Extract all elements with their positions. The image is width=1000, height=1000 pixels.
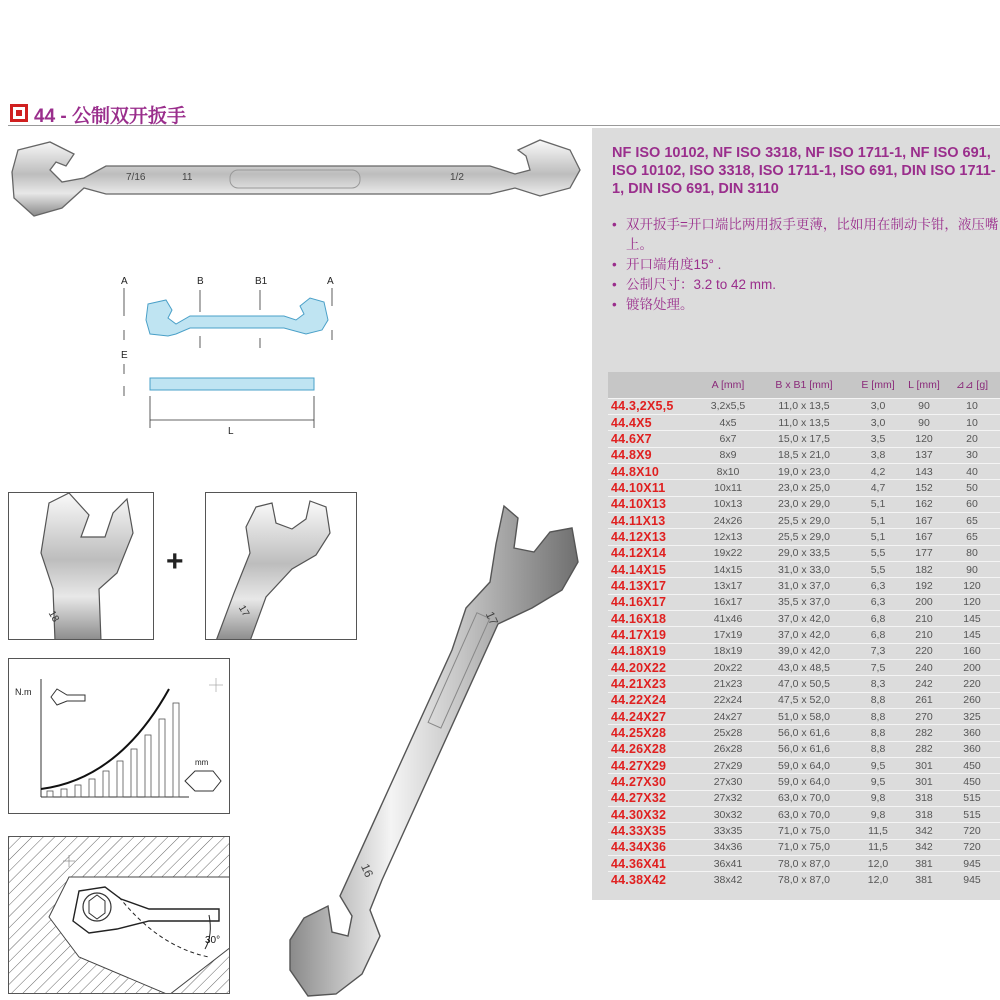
table-row — [608, 676, 1000, 692]
table-cell: 36x41 — [700, 856, 756, 872]
table-cell: 182 — [904, 561, 944, 577]
table-cell: 301 — [904, 774, 944, 790]
table-cell: 21x23 — [700, 676, 756, 692]
table-cell: 20 — [944, 431, 1000, 447]
table-cell: 11,0 x 13,5 — [756, 414, 852, 430]
table-cell: 80 — [944, 545, 1000, 561]
table-cell-ref: 44.10X13 — [608, 496, 700, 512]
table-cell: 515 — [944, 790, 1000, 806]
table-cell: 60 — [944, 496, 1000, 512]
table-cell: 30 — [944, 447, 1000, 463]
table-header-row — [608, 372, 1000, 398]
table-row — [608, 594, 1000, 610]
col-header-e: E [mm] — [861, 378, 895, 391]
table-cell: 38x42 — [700, 872, 756, 888]
table-cell: 29,0 x 33,5 — [756, 545, 852, 561]
table-cell: 4,7 — [852, 480, 904, 496]
table-cell: 9,8 — [852, 807, 904, 823]
table-cell: 25x28 — [700, 725, 756, 741]
table-cell: 120 — [904, 431, 944, 447]
dim-label-a-right: A — [327, 276, 334, 287]
table-cell: 5,5 — [852, 561, 904, 577]
table-cell-ref: 44.26X28 — [608, 741, 700, 757]
table-row — [608, 627, 1000, 643]
table-cell: 14x15 — [700, 561, 756, 577]
dim-label-b: B — [197, 276, 204, 287]
table-cell: 63,0 x 70,0 — [756, 807, 852, 823]
table-cell-ref: 44.10X11 — [608, 480, 700, 496]
table-row — [608, 856, 1000, 872]
title-square-icon — [10, 104, 28, 122]
table-cell-ref: 44.21X23 — [608, 676, 700, 692]
dim-label-b1: B1 — [255, 276, 268, 287]
table-cell: 10 — [944, 414, 1000, 430]
table-cell: 11,5 — [852, 823, 904, 839]
table-row — [608, 823, 1000, 839]
table-cell-ref: 44.14X15 — [608, 561, 700, 577]
table-cell-ref: 44.22X24 — [608, 692, 700, 708]
table-cell-ref: 44.8X10 — [608, 463, 700, 479]
table-cell: 59,0 x 64,0 — [756, 774, 852, 790]
table-cell: 19x22 — [700, 545, 756, 561]
table-cell: 260 — [944, 692, 1000, 708]
table-cell-ref: 44.27X32 — [608, 790, 700, 806]
torque-y-label: N.m — [15, 687, 32, 697]
table-cell: 167 — [904, 512, 944, 528]
table-cell: 6,3 — [852, 578, 904, 594]
table-cell-ref: 44.24X27 — [608, 709, 700, 725]
table-cell: 50 — [944, 480, 1000, 496]
table-row — [608, 463, 1000, 479]
col-header-weight: ⊿⊿ [g] — [955, 378, 989, 391]
table-cell: 450 — [944, 758, 1000, 774]
table-row — [608, 414, 1000, 430]
table-cell: 160 — [944, 643, 1000, 659]
table-cell: 945 — [944, 872, 1000, 888]
table-cell: 10x13 — [700, 496, 756, 512]
table-cell: 12x13 — [700, 529, 756, 545]
table-cell: 90 — [904, 414, 944, 430]
table-cell: 37,0 x 42,0 — [756, 610, 852, 626]
table-cell: 360 — [944, 741, 1000, 757]
table-cell: 59,0 x 64,0 — [756, 758, 852, 774]
table-cell: 3,0 — [852, 398, 904, 414]
table-cell-ref: 44.11X13 — [608, 512, 700, 528]
page-header — [8, 100, 1000, 126]
big-wrench-marking-bottom: 16 — [357, 861, 377, 880]
table-cell: 342 — [904, 839, 944, 855]
table-cell: 8x10 — [700, 463, 756, 479]
table-cell: 71,0 x 75,0 — [756, 839, 852, 855]
table-row — [608, 431, 1000, 447]
table-cell: 10x11 — [700, 480, 756, 496]
dim-label-e: E — [121, 350, 128, 361]
table-row — [608, 561, 1000, 577]
table-cell: 515 — [944, 807, 1000, 823]
table-cell: 720 — [944, 823, 1000, 839]
table-cell-ref: 44.18X19 — [608, 643, 700, 659]
table-cell: 7,5 — [852, 660, 904, 676]
table-cell-ref: 44.6X7 — [608, 431, 700, 447]
feature-item: • 镀铬处理。 — [612, 295, 1000, 315]
table-cell: 8,8 — [852, 741, 904, 757]
table-cell-ref: 44.16X17 — [608, 594, 700, 610]
table-row — [608, 512, 1000, 528]
table-row — [608, 545, 1000, 561]
table-cell: 3,5 — [852, 431, 904, 447]
table-cell: 318 — [904, 790, 944, 806]
table-cell: 6,8 — [852, 627, 904, 643]
top-wrench-marking-left: 7/16 — [126, 172, 146, 183]
dimension-diagram — [110, 268, 360, 438]
table-cell: 7,3 — [852, 643, 904, 659]
table-cell: 31,0 x 37,0 — [756, 578, 852, 594]
spec-table — [608, 372, 1000, 888]
table-cell: 200 — [944, 660, 1000, 676]
table-cell: 945 — [944, 856, 1000, 872]
table-cell-ref: 44.27X29 — [608, 758, 700, 774]
table-cell-ref: 44.8X9 — [608, 447, 700, 463]
table-cell: 381 — [904, 856, 944, 872]
table-cell: 220 — [904, 643, 944, 659]
table-cell: 30x32 — [700, 807, 756, 823]
norms-text: NF ISO 10102, NF ISO 3318, NF ISO 1711-1, NF ISO 691, ISO 10102, ISO 3318, ISO 1711-1, ISO 691, DIN ISO 1711-1, DIN ISO 691, DIN 3110 — [612, 145, 996, 197]
feature-list — [612, 215, 1000, 315]
table-cell: 4,2 — [852, 463, 904, 479]
plus-sign: + — [166, 545, 184, 578]
table-cell: 17x19 — [700, 627, 756, 643]
table-cell-ref: 44.17X19 — [608, 627, 700, 643]
feature-item: • 开口端角度15° . — [612, 255, 1000, 275]
table-cell: 450 — [944, 774, 1000, 790]
table-cell: 22x24 — [700, 692, 756, 708]
table-cell: 20x22 — [700, 660, 756, 676]
table-row — [608, 741, 1000, 757]
table-cell: 35,5 x 37,0 — [756, 594, 852, 610]
table-cell: 5,1 — [852, 529, 904, 545]
table-cell: 6,3 — [852, 594, 904, 610]
table-row — [608, 692, 1000, 708]
table-cell: 24x27 — [700, 709, 756, 725]
table-cell: 5,1 — [852, 512, 904, 528]
combo-left-marking: 18 — [45, 609, 61, 625]
feature-item: • 双开扳手=开口端比两用扳手更薄，比如用在制动卡钳，液压嘴上。 — [612, 215, 1000, 255]
table-cell-ref: 44.33X35 — [608, 823, 700, 839]
torque-x-label: mm — [195, 758, 209, 767]
table-row — [608, 807, 1000, 823]
table-cell-ref: 44.36X41 — [608, 856, 700, 872]
table-cell: 51,0 x 58,0 — [756, 709, 852, 725]
table-cell-ref: 44.34X36 — [608, 839, 700, 855]
table-cell: 270 — [904, 709, 944, 725]
table-row — [608, 529, 1000, 545]
table-cell: 47,5 x 52,0 — [756, 692, 852, 708]
table-cell-ref: 44.3,2X5,5 — [608, 398, 700, 414]
table-row — [608, 660, 1000, 676]
table-cell: 8,8 — [852, 709, 904, 725]
table-cell: 143 — [904, 463, 944, 479]
table-cell: 240 — [904, 660, 944, 676]
dim-label-a-left: A — [121, 276, 128, 287]
col-header-l: L [mm] — [908, 378, 940, 391]
table-row — [608, 839, 1000, 855]
table-cell: 342 — [904, 823, 944, 839]
table-cell: 18,5 x 21,0 — [756, 447, 852, 463]
table-cell: 27x32 — [700, 790, 756, 806]
table-cell-ref: 44.27X30 — [608, 774, 700, 790]
table-cell: 47,0 x 50,5 — [756, 676, 852, 692]
dim-label-l: L — [228, 426, 234, 437]
angle-label: 30° — [205, 935, 221, 946]
table-row — [608, 610, 1000, 626]
table-cell-ref: 44.13X17 — [608, 578, 700, 594]
table-cell: 65 — [944, 512, 1000, 528]
page-title: 44 - 公制双开扳手 — [34, 106, 187, 127]
table-cell-ref: 44.38X42 — [608, 872, 700, 888]
table-row — [608, 643, 1000, 659]
table-cell: 360 — [944, 725, 1000, 741]
table-cell: 90 — [904, 398, 944, 414]
table-cell: 33x35 — [700, 823, 756, 839]
table-cell: 6x7 — [700, 431, 756, 447]
top-wrench-marking-right: 1/2 — [450, 172, 464, 183]
table-cell: 31,0 x 33,0 — [756, 561, 852, 577]
table-cell-ref: 44.12X13 — [608, 529, 700, 545]
table-cell: 12,0 — [852, 856, 904, 872]
table-cell: 318 — [904, 807, 944, 823]
table-cell: 11,5 — [852, 839, 904, 855]
col-header-a: A [mm] — [711, 378, 745, 391]
table-row — [608, 872, 1000, 888]
table-cell: 27x29 — [700, 758, 756, 774]
big-wrench-image — [282, 500, 582, 1000]
table-cell: 210 — [904, 610, 944, 626]
table-row — [608, 578, 1000, 594]
table-cell-ref: 44.4X5 — [608, 414, 700, 430]
table-row — [608, 480, 1000, 496]
table-cell: 8x9 — [700, 447, 756, 463]
table-cell: 27x30 — [700, 774, 756, 790]
table-cell: 3,0 — [852, 414, 904, 430]
col-header-ref — [608, 372, 700, 398]
top-wrench-image — [10, 132, 590, 222]
table-cell: 34x36 — [700, 839, 756, 855]
top-wrench-marking-mid: 11 — [182, 172, 193, 183]
table-row — [608, 725, 1000, 741]
table-cell: 3,8 — [852, 447, 904, 463]
table-cell: 8,8 — [852, 725, 904, 741]
table-cell: 15,0 x 17,5 — [756, 431, 852, 447]
table-cell: 25,5 x 29,0 — [756, 512, 852, 528]
table-cell: 25,5 x 29,0 — [756, 529, 852, 545]
table-cell: 37,0 x 42,0 — [756, 627, 852, 643]
torque-chart — [8, 658, 230, 814]
table-cell: 8,8 — [852, 692, 904, 708]
table-cell: 13x17 — [700, 578, 756, 594]
table-cell: 200 — [904, 594, 944, 610]
table-cell: 282 — [904, 741, 944, 757]
table-cell: 3,2x5,5 — [700, 398, 756, 414]
table-cell: 5,1 — [852, 496, 904, 512]
table-cell: 192 — [904, 578, 944, 594]
table-cell: 10 — [944, 398, 1000, 414]
table-cell: 242 — [904, 676, 944, 692]
table-cell: 12,0 — [852, 872, 904, 888]
table-cell: 120 — [944, 578, 1000, 594]
table-cell-ref: 44.16X18 — [608, 610, 700, 626]
table-cell: 145 — [944, 610, 1000, 626]
table-cell: 720 — [944, 839, 1000, 855]
table-row — [608, 774, 1000, 790]
table-cell: 78,0 x 87,0 — [756, 872, 852, 888]
table-cell: 78,0 x 87,0 — [756, 856, 852, 872]
table-row — [608, 496, 1000, 512]
table-cell: 177 — [904, 545, 944, 561]
table-cell: 5,5 — [852, 545, 904, 561]
table-cell: 40 — [944, 463, 1000, 479]
table-cell: 120 — [944, 594, 1000, 610]
table-cell: 8,3 — [852, 676, 904, 692]
feature-item: • 公制尺寸：3.2 to 42 mm. — [612, 275, 1000, 295]
table-cell: 381 — [904, 872, 944, 888]
table-cell: 145 — [944, 627, 1000, 643]
table-cell: 210 — [904, 627, 944, 643]
table-cell: 26x28 — [700, 741, 756, 757]
table-cell: 39,0 x 42,0 — [756, 643, 852, 659]
combo-photo-left — [8, 492, 154, 640]
table-cell-ref: 44.25X28 — [608, 725, 700, 741]
table-cell: 16x17 — [700, 594, 756, 610]
table-cell: 6,8 — [852, 610, 904, 626]
combo-right-marking: 17 — [235, 603, 252, 619]
table-cell: 65 — [944, 529, 1000, 545]
table-cell: 137 — [904, 447, 944, 463]
table-cell: 18x19 — [700, 643, 756, 659]
table-cell: 56,0 x 61,6 — [756, 741, 852, 757]
table-cell: 43,0 x 48,5 — [756, 660, 852, 676]
col-header-bxb1: B x B1 [mm] — [775, 378, 833, 391]
table-cell: 4x5 — [700, 414, 756, 430]
table-cell: 9,8 — [852, 790, 904, 806]
table-body — [608, 398, 1000, 888]
table-cell: 19,0 x 23,0 — [756, 463, 852, 479]
table-cell: 11,0 x 13,5 — [756, 398, 852, 414]
angle-diagram — [8, 836, 230, 994]
table-cell: 167 — [904, 529, 944, 545]
table-cell: 9,5 — [852, 758, 904, 774]
table-cell: 41x46 — [700, 610, 756, 626]
big-wrench-marking-top: 17 — [482, 609, 502, 628]
table-cell: 9,5 — [852, 774, 904, 790]
table-row — [608, 447, 1000, 463]
table-row — [608, 398, 1000, 414]
table-cell: 301 — [904, 758, 944, 774]
table-cell: 71,0 x 75,0 — [756, 823, 852, 839]
table-cell: 282 — [904, 725, 944, 741]
table-cell: 325 — [944, 709, 1000, 725]
table-row — [608, 709, 1000, 725]
table-row — [608, 790, 1000, 806]
table-cell: 23,0 x 25,0 — [756, 480, 852, 496]
table-cell: 23,0 x 29,0 — [756, 496, 852, 512]
table-row — [608, 758, 1000, 774]
table-cell-ref: 44.20X22 — [608, 660, 700, 676]
table-cell: 90 — [944, 561, 1000, 577]
table-cell: 24x26 — [700, 512, 756, 528]
table-cell: 56,0 x 61,6 — [756, 725, 852, 741]
table-cell-ref: 44.30X32 — [608, 807, 700, 823]
table-cell: 63,0 x 70,0 — [756, 790, 852, 806]
table-cell: 261 — [904, 692, 944, 708]
table-cell: 220 — [944, 676, 1000, 692]
table-cell: 152 — [904, 480, 944, 496]
table-cell-ref: 44.12X14 — [608, 545, 700, 561]
table-cell: 162 — [904, 496, 944, 512]
